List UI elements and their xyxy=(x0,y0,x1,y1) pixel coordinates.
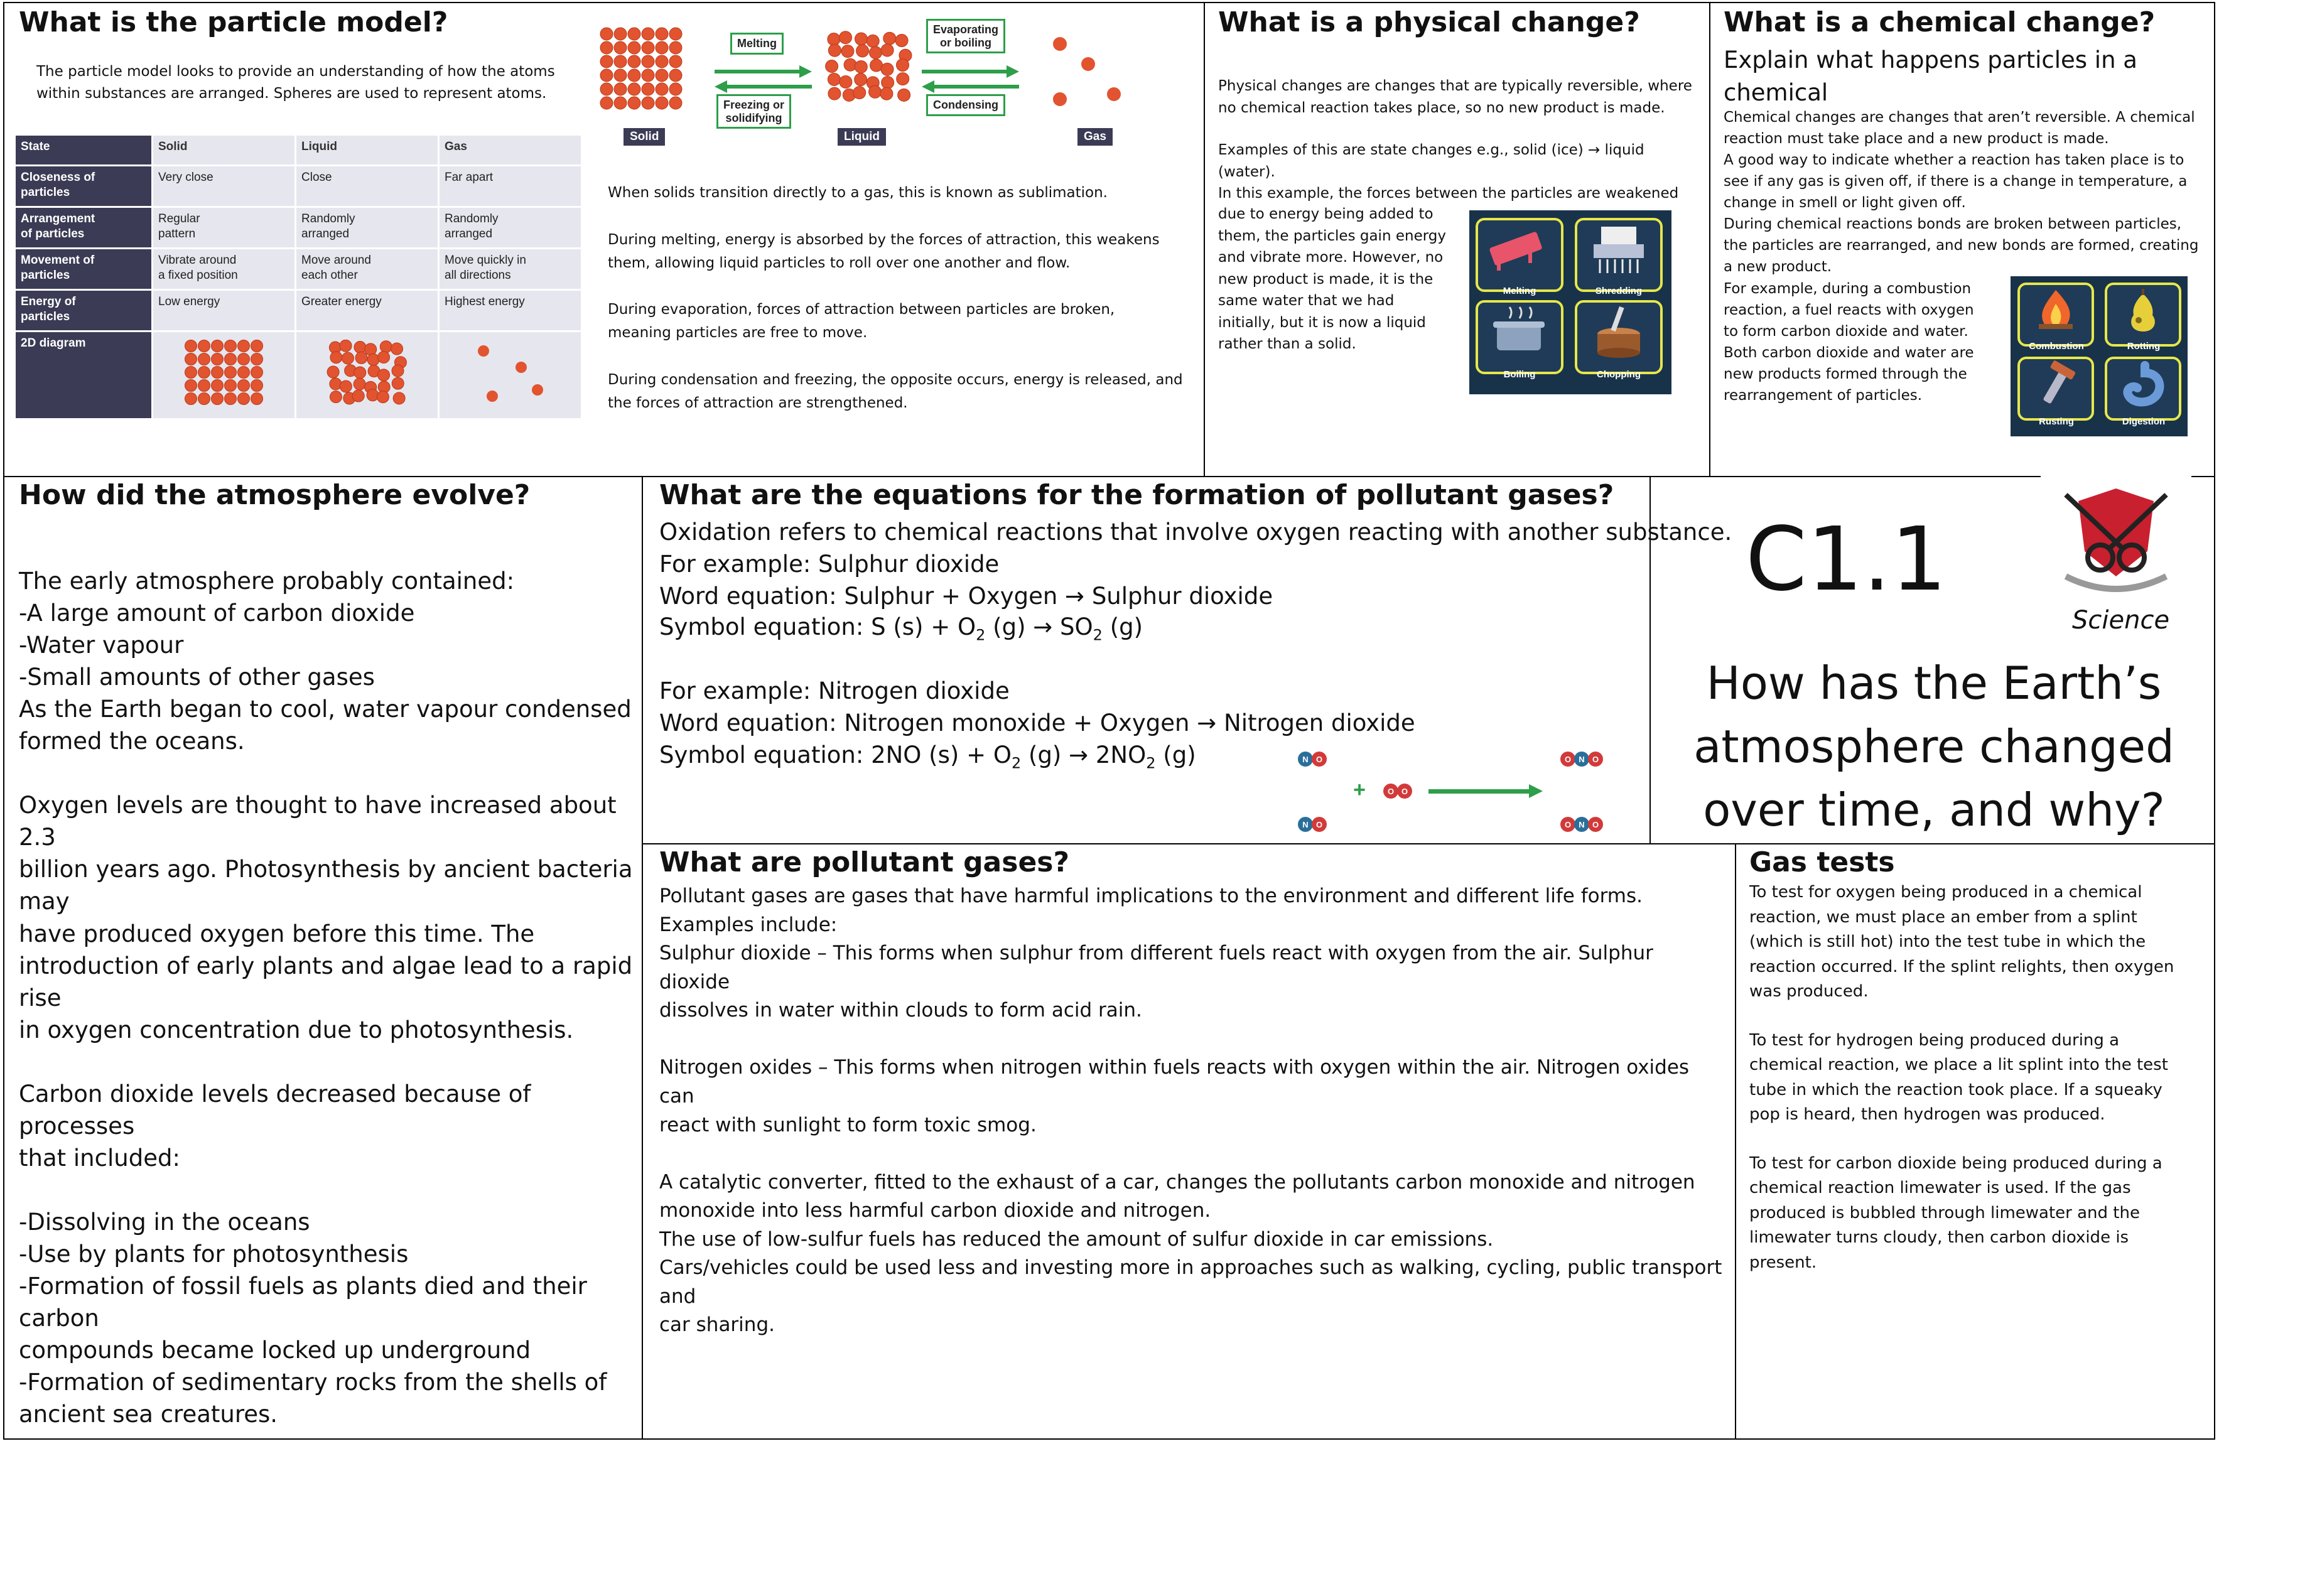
digestion-tile-label: Digestion xyxy=(2122,416,2166,427)
particle xyxy=(614,69,627,82)
boiling-tile xyxy=(1476,300,1563,374)
particle xyxy=(614,55,627,68)
particle xyxy=(642,83,654,95)
atom-label: O xyxy=(1315,820,1323,829)
particle xyxy=(669,28,682,40)
table-cell: Close xyxy=(296,166,439,207)
particle xyxy=(355,352,367,364)
table-row xyxy=(15,207,582,249)
sublimation-text: When solids transition directly to a gas, this is known as sublimation. xyxy=(608,185,1108,201)
particle xyxy=(656,69,668,82)
table-row-header: Closeness of particles xyxy=(15,166,153,207)
condensing-label: Condensing xyxy=(926,94,1005,116)
particle xyxy=(642,69,654,82)
particle xyxy=(198,380,210,392)
particle xyxy=(198,340,210,352)
particle xyxy=(628,97,640,109)
subscript: 2 xyxy=(976,626,986,644)
combustion-tile xyxy=(2017,283,2094,347)
subscript: 2 xyxy=(1011,754,1022,772)
particle xyxy=(391,343,402,355)
chemical-change-subtitle: Explain what happens particles in a chemical xyxy=(1724,46,2137,106)
boiling-tile-label: Boiling xyxy=(1503,369,1536,380)
particle xyxy=(330,391,342,403)
title-question: How has the Earth’s atmosphere changed over time, and why? xyxy=(1693,657,2174,836)
particle xyxy=(211,353,223,365)
carbon-dioxide-test: To test for carbon dioxide being produced during a chemical reaction limewater is used. If the gas produced is bubbled through limewater and the limewater turns cloudy, then carbon dioxide is present. xyxy=(1749,1153,2162,1272)
rotting-tile-label: Rotting xyxy=(2127,341,2161,352)
particle xyxy=(870,46,882,59)
subscript: 2 xyxy=(1093,626,1103,644)
particle xyxy=(354,367,365,379)
particle xyxy=(251,340,262,352)
subject-label: Science xyxy=(2072,606,2170,635)
particle xyxy=(251,380,262,392)
physical-change-p2: Examples of this are state changes e.g., solid (ice) → liquid (water). In this example, the forces between the particles are weakened xyxy=(1218,142,1679,202)
particle xyxy=(392,377,404,389)
particle xyxy=(628,69,640,82)
atom-label: O xyxy=(1401,787,1408,796)
particle xyxy=(600,41,613,54)
rusting-icon xyxy=(2020,359,2092,409)
gas-particles-diagram xyxy=(470,340,551,412)
particle xyxy=(828,73,840,85)
particle xyxy=(224,380,236,392)
physical-change-p1: Physical changes are changes that are typically reversible, where no chemical reaction takes place, so no new product is made. xyxy=(1218,78,1692,116)
equation-part: (g) → 2NO xyxy=(1021,741,1147,768)
particle xyxy=(198,393,210,405)
melting-tile xyxy=(1476,218,1563,292)
particle xyxy=(869,85,882,98)
particle xyxy=(377,391,389,403)
particle xyxy=(840,31,852,44)
table-row xyxy=(15,166,582,207)
particle xyxy=(867,35,879,47)
no2-molecule xyxy=(1560,817,1603,832)
particle xyxy=(628,28,640,40)
chemical-change-p2: For example, during a combustion reaction, a fuel reacts with oxygen to form carbon dioxide and water. Both carbon dioxide and water are new products formed through the rearrangement of particles. xyxy=(1724,281,1974,404)
particle xyxy=(224,367,236,379)
atom-label: N xyxy=(1302,755,1309,764)
particle xyxy=(883,32,896,45)
equation-part: Symbol equation: S (s) + O xyxy=(659,613,976,640)
atom-label: O xyxy=(1592,755,1599,764)
chopping-icon xyxy=(1577,303,1660,359)
table-cell: Randomly arranged xyxy=(296,207,439,249)
particle xyxy=(669,97,682,109)
particle xyxy=(870,59,883,72)
oxygen-test: To test for oxygen being produced in a chemical reaction, we must place an ember from a splint (which is still hot) into the test tube in which the reaction occurred. If the splint relights, then oxygen was produced. xyxy=(1749,883,2174,1001)
particle xyxy=(898,89,910,101)
particle xyxy=(185,393,197,405)
table-cell: Highest energy xyxy=(439,290,582,332)
equations-title: What are the equations for the formation of pollutant gases? xyxy=(659,479,1614,511)
particle xyxy=(354,342,365,353)
hydrogen-test: To test for hydrogen being produced during a chemical reaction, we place a lit splint into the test tube in which the reaction took place. If a squeaky pop is heard, then hydrogen was produced. xyxy=(1749,1030,2168,1124)
atom-label: O xyxy=(1592,820,1599,829)
atom-label: O xyxy=(1387,787,1395,796)
reaction-arrow xyxy=(1428,784,1543,798)
particle xyxy=(895,35,908,47)
table-cell: Regular pattern xyxy=(153,207,296,249)
evaporating-arrow xyxy=(922,65,1019,78)
atom-label: N xyxy=(1579,820,1585,829)
physical-change-title: What is a physical change? xyxy=(1218,6,1640,38)
evaporating-label: Evaporating or boiling xyxy=(926,19,1005,53)
particle xyxy=(656,83,668,95)
particle xyxy=(340,340,352,352)
particle xyxy=(642,28,654,40)
particle xyxy=(642,97,654,109)
particle xyxy=(669,69,682,82)
table-row-header: Arrangement of particles xyxy=(15,207,153,249)
table-row xyxy=(15,332,582,419)
gas-particles xyxy=(1053,37,1121,106)
particle xyxy=(828,44,841,57)
rotting-tile xyxy=(2105,283,2181,347)
digestion-icon xyxy=(2107,359,2179,409)
particle xyxy=(856,45,869,57)
liquid-label: Liquid xyxy=(838,128,886,146)
o2-molecule xyxy=(1383,784,1412,799)
boiling-icon xyxy=(1478,303,1561,359)
shredding-icon xyxy=(1577,220,1660,277)
pollutants-title: What are pollutant gases? xyxy=(659,846,1069,878)
particle xyxy=(185,367,197,379)
particle xyxy=(342,352,354,364)
particle xyxy=(600,83,613,95)
particle xyxy=(237,367,249,379)
particle xyxy=(237,393,249,405)
particle xyxy=(367,353,379,365)
particle xyxy=(853,87,866,99)
particle xyxy=(211,393,223,405)
particle xyxy=(614,28,627,40)
particle xyxy=(330,352,342,364)
gas-tests-body xyxy=(1749,880,2208,1275)
particle xyxy=(251,393,262,405)
table-cell: Very close xyxy=(153,166,296,207)
subscript: 2 xyxy=(1146,754,1156,772)
particle xyxy=(669,55,682,68)
particle xyxy=(224,353,236,365)
particle xyxy=(392,365,404,377)
particle xyxy=(211,380,223,392)
melting-tile-label: Melting xyxy=(1503,286,1536,296)
particle xyxy=(237,380,249,392)
rusting-tile xyxy=(2017,357,2094,421)
particle xyxy=(367,389,379,401)
particle xyxy=(600,28,613,40)
particle xyxy=(628,55,640,68)
particle xyxy=(224,340,236,352)
particle xyxy=(237,353,249,365)
particle xyxy=(614,97,627,109)
particle xyxy=(327,366,339,378)
particle xyxy=(198,367,210,379)
particle xyxy=(614,41,627,54)
evaporation-text: During evaporation, forces of attraction between particles are broken, meaning particles are free to move. xyxy=(608,301,1115,342)
table-cell: Low energy xyxy=(153,290,296,332)
equation-part: (g) → SO xyxy=(985,613,1093,640)
table-header-cell: Solid xyxy=(153,135,296,166)
particle xyxy=(251,353,262,365)
combustion-icon xyxy=(2020,285,2092,335)
diagram-cell-gas xyxy=(439,332,582,419)
pollutants-body: Pollutant gases are gases that have harmful implications to the environment and different life forms. Examples include: Sulphur dioxide – This forms when sulphur from different fuels react with oxygen from the air. Sulphur dioxide dissolves in water within clouds to form acid rain. Nitrogen oxides – This forms when nitrogen within fuels reacts with oxygen within the air. Nitrogen oxides can react with sunlight to form toxic smog. A catalytic converter, fitted to the exhaust of a car, changes the pollutants carbon monoxide and nitrogen monoxide into less harmful carbon dioxide and nitrogen. The use of low-sulfur fuels has reduced the amount of sulfur dioxide in car emissions. Cars/vehicles could be used less and investing more in approaches such as walking, cycling, public transport and car sharing. xyxy=(659,885,1722,1337)
particle xyxy=(656,97,668,109)
particle xyxy=(251,367,262,379)
particle xyxy=(881,63,894,75)
particle xyxy=(329,378,341,390)
particle xyxy=(614,83,627,95)
shredding-tile xyxy=(1575,218,1663,292)
physical-change-p3: due to energy being added to them, the particles gain energy and vibrate more. However, no new product is made, it is the same water that we had initially, but it is now a liquid rather than a solid. xyxy=(1218,206,1446,352)
particle xyxy=(855,60,867,73)
diagram-cell-solid xyxy=(153,332,296,419)
particle xyxy=(377,369,389,381)
melting-icon xyxy=(1478,220,1561,277)
particle-model-title: What is the particle model? xyxy=(19,6,448,38)
table-row-header: 2D diagram xyxy=(15,332,153,419)
condensing-arrow xyxy=(922,80,1019,93)
equation-part: (g) xyxy=(1102,613,1143,640)
atom-label: O xyxy=(1315,755,1323,764)
table-cell: Randomly arranged xyxy=(439,207,582,249)
particle xyxy=(628,83,640,95)
particle-model-intro: The particle model looks to provide an understanding of how the atoms within substances are arranged. Spheres are used to represent atoms. xyxy=(36,63,555,102)
particle xyxy=(828,33,840,46)
chopping-tile-label: Chopping xyxy=(1597,369,1641,380)
table-cell: Greater energy xyxy=(296,290,439,332)
particle xyxy=(224,393,236,405)
particle xyxy=(185,380,197,392)
particle xyxy=(600,97,613,109)
table-header-cell: Gas xyxy=(439,135,582,166)
table-cell: Vibrate around a fixed position xyxy=(153,249,296,290)
no-molecule xyxy=(1298,817,1327,832)
atom-label: O xyxy=(1564,820,1572,829)
table-header-cell: Liquid xyxy=(296,135,439,166)
chemical-change-p1: Chemical changes are changes that aren’t reversible. A chemical reaction must take place and a new product is made. A good way to indicate whether a reaction has taken place is to see if any gas is given off, if there is a change in temperature, a change in smell or light given off. During chemical reactions bonds are broken between particles, the particles are rearranged, and new bonds are formed, creating a new product. xyxy=(1724,109,2199,276)
particle xyxy=(185,353,197,365)
table-row xyxy=(15,290,582,332)
chopping-tile xyxy=(1575,300,1663,374)
particle xyxy=(377,351,389,363)
particle-paragraphs xyxy=(608,181,1192,415)
states-table xyxy=(14,134,583,420)
melting-text: During melting, energy is absorbed by the forces of attraction, this weakens them, allowing liquid particles to roll over one another and flow. xyxy=(608,231,1160,271)
table-row-header: Energy of particles xyxy=(15,290,153,332)
particle xyxy=(897,59,909,72)
particle xyxy=(628,41,640,54)
rotting-icon xyxy=(2107,285,2179,335)
school-crest-icon xyxy=(2041,476,2191,601)
equations-intro: Oxidation refers to chemical reactions that involve oxygen reacting with another substance. For example: Sulphur dioxide Word equation: Sulphur + Oxygen → Sulphur dioxide xyxy=(659,519,1732,610)
particle xyxy=(600,69,613,82)
nitrogen-example: For example: Nitrogen dioxide Word equation: Nitrogen monoxide + Oxygen → Nitrogen dioxide xyxy=(659,677,1415,737)
particle xyxy=(656,28,668,40)
particle xyxy=(828,87,841,100)
liquid-particles xyxy=(826,31,912,102)
sulphur-symbol-equation xyxy=(659,611,1143,646)
atom-label: N xyxy=(1579,755,1585,764)
particle xyxy=(211,340,223,352)
atom-label: N xyxy=(1302,820,1309,829)
condensation-text: During condensation and freezing, the opposite occurs, energy is released, and the forces of attraction are strengthened. xyxy=(608,371,1183,411)
shredding-tile-label: Shredding xyxy=(1595,286,1643,296)
no2-molecule xyxy=(1560,752,1603,767)
gas-tests-title: Gas tests xyxy=(1749,846,1895,878)
particle xyxy=(211,367,223,379)
melting-label: Melting xyxy=(730,33,784,55)
particle xyxy=(354,378,365,390)
table-cell: Far apart xyxy=(439,166,582,207)
particle xyxy=(364,343,376,355)
particle xyxy=(656,41,668,54)
table-row xyxy=(15,249,582,290)
particle xyxy=(352,390,364,402)
particle xyxy=(881,44,894,57)
equation-part: Symbol equation: 2NO (s) + O xyxy=(659,741,1012,768)
solid-particles xyxy=(600,28,682,109)
nitrogen-symbol-equation xyxy=(659,739,1196,774)
table-cell: Move quickly in all directions xyxy=(439,249,582,290)
liquid-particles-diagram xyxy=(327,340,408,412)
particle xyxy=(380,341,392,353)
table-header-cell: State xyxy=(15,135,153,166)
particle xyxy=(882,76,894,89)
no-molecule xyxy=(1298,752,1327,767)
particle xyxy=(841,45,854,58)
atmosphere-body: The early atmosphere probably contained: -A large amount of carbon dioxide -Water vapour -Small amounts of other gases As the Earth began to cool, water vapour condensed formed the oceans. Oxygen levels are thought to have increased about 2.3 billion years ago. Photosynthesis by ancient bacteria may have produced oxygen before this time. The introduction of early plants and algae lead to a rapid rise in oxygen concentration due to photosynthesis. Carbon dioxide levels decreased because of processes that included: -Dissolving in the oceans -Use by plants for photosynthesis -Formation of fossil fuels as plants died and their carbon compounds became locked up underground -Formation of sedimentary rocks from the shells of ancient sea creatures. xyxy=(19,568,633,1428)
particle xyxy=(237,340,249,352)
solid-particles-diagram xyxy=(183,340,265,412)
table-cell: Move around each other xyxy=(296,249,439,290)
freezing-label: Freezing or solidifying xyxy=(716,94,791,129)
solid-label: Solid xyxy=(624,128,665,146)
gas-label: Gas xyxy=(1077,128,1113,146)
combustion-tile-label: Combustion xyxy=(2029,341,2084,352)
particle xyxy=(855,33,867,45)
particle xyxy=(880,87,893,100)
plus-sign: + xyxy=(1353,778,1366,802)
atom-label: O xyxy=(1564,755,1572,764)
freezing-arrow xyxy=(715,80,812,93)
particle xyxy=(855,73,867,86)
table-header-row xyxy=(15,135,582,166)
chemical-change-title: What is a chemical change? xyxy=(1724,6,2156,38)
particle xyxy=(642,55,654,68)
particle xyxy=(669,83,682,95)
digestion-tile xyxy=(2105,357,2181,421)
particle xyxy=(844,58,856,71)
particle xyxy=(340,380,352,392)
particle xyxy=(600,55,613,68)
equation-part: (g) xyxy=(1155,741,1196,768)
particle xyxy=(393,392,405,404)
melting-arrow xyxy=(715,65,812,78)
particle xyxy=(642,41,654,54)
particle xyxy=(198,353,210,365)
particle xyxy=(656,55,668,68)
atmosphere-title: How did the atmosphere evolve? xyxy=(19,479,531,511)
particle xyxy=(185,340,197,352)
rusting-tile-label: Rusting xyxy=(2039,416,2074,427)
table-row-header: Movement of particles xyxy=(15,249,153,290)
diagram-cell-liquid xyxy=(296,332,439,419)
particle xyxy=(840,75,852,88)
particle xyxy=(826,60,838,72)
particle xyxy=(669,41,682,54)
nitrogen-reaction-diagram xyxy=(1290,744,1617,838)
particle xyxy=(897,73,909,85)
course-code: C1.1 xyxy=(1746,509,1947,611)
